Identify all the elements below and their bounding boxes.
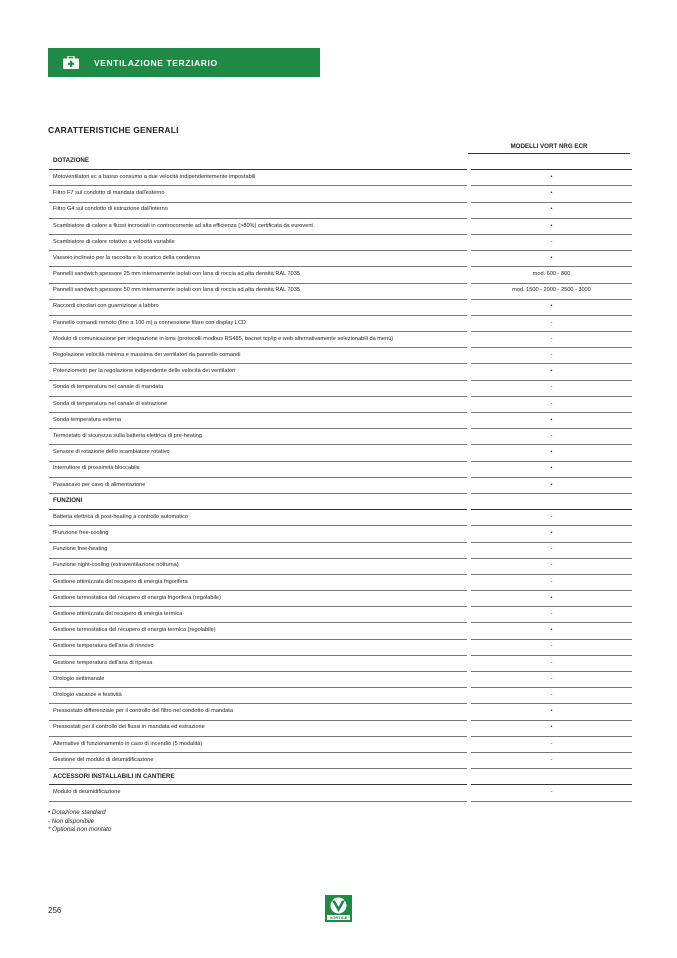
table-row [49,267,632,283]
feature-value: • [471,461,632,477]
feature-value: • [471,364,632,380]
feature-value: - [471,607,632,623]
feature-label: Scambiatore di calore a flussi incrociati in controcorrente ad alta efficienza (>80%) certificata da eurovent [49,218,467,234]
table-row [49,315,632,331]
feature-value: - [471,688,632,704]
feature-label: Pannelli sandwich spessore 50 mm internamente isolati con lana di roccia ad alta densità RAL 7035 [49,283,467,299]
feature-label: Gestione del modulo di deumidificazione [49,752,467,768]
feature-value: - [471,234,632,250]
section-title: CARATTERISTICHE GENERALI [48,125,179,135]
feature-label: Vassoio inclinato per la raccolta e lo scarico della condensa [49,251,467,267]
legend-not-available: - Non disponibile [48,817,95,825]
legend-optional: * Optional non montato [48,826,112,833]
feature-label: Sonda di temperatura nel canale di mandata [49,380,467,396]
feature-value [471,493,632,509]
table-row [49,785,632,801]
table-row [49,526,632,542]
table-row [49,218,632,234]
feature-label: Pressostati per il controllo dei flussi in mandata ed estrazione [49,720,467,736]
table-row [49,299,632,315]
feature-label: Sonda temperatura esterna [49,413,467,429]
feature-label: Scambiatore di calore rotativo a velocità variabile [49,234,467,250]
feature-label: Pressostato differenziale per il controllo del filtro nel condotto di mandata [49,704,467,720]
table-row [49,623,632,639]
table-row [49,364,632,380]
feature-value: - [471,639,632,655]
feature-value: mod. 600 - 800 [471,267,632,283]
feature-value: - [471,752,632,768]
feature-label: Sonda di temperatura nel canale di estrazione [49,396,467,412]
table-row [49,348,632,364]
table-row [49,510,632,526]
feature-label: Motoventilatori ec a basso consumo a due velocità indipendentemente impostabili [49,170,467,186]
feature-value: - [471,348,632,364]
feature-value: • [471,186,632,202]
feature-label: Orologio settimanale [49,672,467,688]
group-label: FUNZIONI [49,493,467,509]
group-label: ACCESSORI INSTALLABILI IN CANTIERE [49,769,467,785]
feature-label: Batteria elettrica di post-heating a controllo automatico [49,510,467,526]
feature-value: - [471,510,632,526]
feature-label: Pannelli sandwich spessore 25 mm internamente isolati con lana di roccia ad alta densità RAL 7035 [49,267,467,283]
feature-value: • [471,526,632,542]
table-row [49,639,632,655]
feature-value: • [471,591,632,607]
table-row [49,234,632,250]
table-row [49,380,632,396]
table-row [49,251,632,267]
feature-value: • [471,170,632,186]
table-row [49,477,632,493]
table-row [49,429,632,445]
feature-value: • [471,218,632,234]
feature-label: Passacavo per cavo di alimentazione [49,477,467,493]
table-row [49,688,632,704]
banner-title: VENTILAZIONE TERZIARIO [94,57,218,68]
feature-label: Regolazione velocità minima e massima dei ventilatori da pannello comandi [49,348,467,364]
feature-label: Gestione ottimizzata del recupero di energia frigorifera [49,574,467,590]
feature-value: - [471,315,632,331]
features-table-body [49,154,632,801]
section-banner [48,48,320,77]
feature-label: Gestione termostatica del recupero di energia termica (regolabile) [49,623,467,639]
feature-value: • [471,704,632,720]
feature-value: • [471,720,632,736]
column-header: MODELLI VORT NRG ECR [510,143,588,150]
feature-label: Gestione temperatura dell'aria di ripresa [49,655,467,671]
group-label: DOTAZIONE [49,154,467,170]
table-row [49,558,632,574]
table-row [49,396,632,412]
group-header-row [49,769,632,785]
feature-label: Gestione temperatura dell'aria di rinnovo [49,639,467,655]
feature-value: • [471,413,632,429]
table-row [49,574,632,590]
legend [48,809,111,835]
table-row [49,332,632,348]
feature-label: Orologio vacanze e festività [49,688,467,704]
table-row [49,607,632,623]
page-number: 256 [48,906,62,915]
feature-label: Funzione night-cooling (extraventilazione notturna) [49,558,467,574]
feature-value: • [471,477,632,493]
feature-value: - [471,380,632,396]
table-row [49,170,632,186]
feature-value: • [471,202,632,218]
feature-label: Interruttore di prossimità bloccabile [49,461,467,477]
feature-value: - [471,672,632,688]
feature-value: - [471,396,632,412]
feature-label: Modulo di deumidificazione [49,785,467,801]
group-header-row [49,493,632,509]
feature-label: fFunzione free-cooling [49,526,467,542]
feature-value: - [471,785,632,801]
feature-value [471,154,632,170]
table-row [49,202,632,218]
feature-label: Funzione free-heating [49,542,467,558]
first-aid-box-icon [63,56,79,69]
feature-label: Pannello comandi remoto (fino a 100 m) a connessione filare con display LCD [49,315,467,331]
feature-label: Termostato di sicurezza sulla batteria elettrica di pre-heating [49,429,467,445]
table-row [49,720,632,736]
feature-value: mod. 1500 - 2000 - 2500 - 3000 [471,283,632,299]
group-header-row [49,154,632,170]
feature-value: - [471,655,632,671]
feature-label: Modulo di comunicazione per integrazione in bms (protocolli modbus RS485, bacnet tcp/ip e web alternativamente selezionabili da menù) [49,332,467,348]
svg-text:VORTICE: VORTICE [329,915,348,921]
feature-label: Potenziometri per la regolazione indipendente delle velocità dei ventilatori [49,364,467,380]
vortice-logo [325,895,352,922]
legend-standard: • Dotazione standard [48,809,106,816]
table-row [49,672,632,688]
feature-value: • [471,445,632,461]
table-row [49,413,632,429]
feature-label: Filtro F7 sul condotto di mandata dall'esterno [49,186,467,202]
feature-label: Gestione ottimizzata del recupero di energia termica [49,607,467,623]
feature-label: Alternative di funzionamento in caso di incendio (5 modalità) [49,736,467,752]
table-row [49,655,632,671]
feature-value: - [471,542,632,558]
feature-value: • [471,623,632,639]
feature-value: - [471,558,632,574]
table-row [49,186,632,202]
feature-value: - [471,574,632,590]
feature-value: - [471,332,632,348]
feature-label: Raccordi circolari con guarnizione a labbro [49,299,467,315]
table-row [49,736,632,752]
table-row [49,283,632,299]
feature-label: Gestione termostatica del recupero di energia frigorifera (regolabile) [49,591,467,607]
table-row [49,445,632,461]
table-row [49,704,632,720]
table-row [49,461,632,477]
features-table [49,154,632,802]
table-row [49,591,632,607]
feature-label: Sensore di rotazione dello scambiatore rotativo [49,445,467,461]
table-row [49,752,632,768]
feature-label: Filtro G4 sul condotto di estrazione dall'interno [49,202,467,218]
table-row [49,542,632,558]
feature-value: • [471,299,632,315]
feature-value: • [471,251,632,267]
feature-value: - [471,736,632,752]
feature-value [471,769,632,785]
feature-value: - [471,429,632,445]
